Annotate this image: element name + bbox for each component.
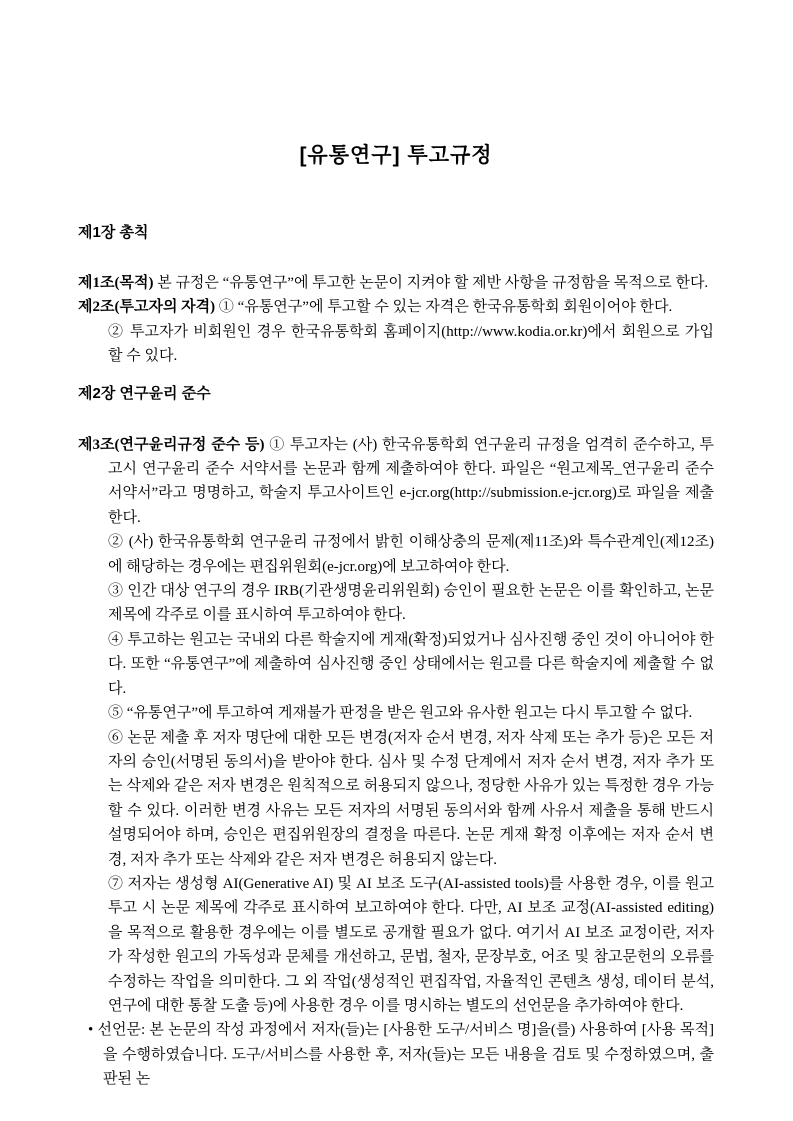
bullet-icon: • bbox=[88, 1022, 94, 1039]
article-2-label: 제2조(투고자의 자격) bbox=[78, 299, 216, 316]
article-2-body: ① “유통연구”에 투고할 수 있는 자격은 한국유통학회 회원이어야 한다. bbox=[218, 299, 673, 316]
page-title: [유통연구] 투고규정 bbox=[299, 144, 493, 167]
chapter-1-heading: 제1장 총칙 bbox=[78, 224, 149, 241]
chapter-2-heading: 제2장 연구윤리 준수 bbox=[78, 384, 211, 402]
article-3-item-2: ② (사) 한국유통학회 연구윤리 규정에서 밝힌 이해상충의 문제(제11조)와 특수관계인(제12조)에 해당하는 경우에는 편집위원회(e-jcr.org)에 보고하여야 한다. bbox=[108, 534, 714, 575]
article-3-item-4: ④ 투고하는 원고는 국내외 다른 학술지에 게재(확정)되었거나 심사진행 중인 것이 아니어야 한다. 또한 “유통연구”에 제출하여 심사진행 중인 상태에서는 원고를 다른 학술지에 제출할 수 없다. bbox=[108, 631, 714, 697]
article-1 bbox=[78, 271, 714, 295]
declaration-bullet-item bbox=[78, 1018, 714, 1091]
article-1-label: 제1조(목적) bbox=[78, 275, 154, 291]
article-3-item-1: ① 투고자는 (사) 한국유통학회 연구윤리 규정을 엄격히 준수하고, 투고시 연구윤리 준수 서약서를 논문과 함께 제출하여야 한다. 파일은 “원고제목_연구윤리 준수 서약서”라고 명명하고, 학술지 투고사이트인 e-jcr.org(http://submission.e-jcr.org)로 파일을 제출한다. bbox=[108, 436, 714, 526]
article-2 bbox=[78, 295, 714, 319]
article-3-item-6: ⑥ 논문 제출 후 저자 명단에 대한 모든 변경(저자 순서 변경, 저자 삭제 또는 추가 등)은 모든 저자의 승인(서명된 동의서)을 받아야 한다. 심사 및 수정 단계에서 저자 순서 변경, 저자 추가 또는 삭제와 같은 저자 변경은 원칙적으로 허용되지 않으나, 정당한 사유가 있는 특정한 경우 가능할 수 있다. 이러한 변경 사유는 모든 저자의 서명된 동의서와 함께 사유서 제출을 통해 반드시 설명되어야 하며, 승인은 편집위원장의 결정을 따른다. 논문 게재 확정 이후에는 저자 순서 변경, 저자 추가 또는 삭제와 같은 저자 변경은 허용되지 않는다. bbox=[108, 729, 714, 868]
article-3 bbox=[78, 433, 714, 531]
article-2-item-2: ② 투고자가 비회원인 경우 한국유통학회 홈페이지(http://www.kodia.or.kr)에서 회원으로 가입할 수 있다. bbox=[108, 323, 714, 365]
document-content bbox=[78, 0, 714, 1092]
declaration-text: 선언문: 본 논문의 작성 과정에서 저자(들)는 [사용한 도구/서비스 명]을(를) 사용하여 [사용 목적]을 수행하였습니다. 도구/서비스를 사용한 후, 저자(들)는 모든 내용을 검토 및 수정하였으며, 출판된 논 bbox=[97, 1022, 714, 1088]
article-3-item-5: ⑤ “유통연구”에 투고하여 게재불가 판정을 받은 원고와 유사한 원고는 다시 투고할 수 없다. bbox=[108, 705, 693, 722]
article-3-item-3: ③ 인간 대상 연구의 경우 IRB(기관생명윤리위원회) 승인이 필요한 논문은 이를 확인하고, 논문 제목에 각주로 이를 표시하여 투고하여야 한다. bbox=[108, 583, 714, 624]
article-1-body: 본 규정은 “유통연구”에 투고한 논문이 지켜야 할 제반 사항을 규정함을 목적으로 한다. bbox=[157, 275, 709, 291]
article-3-label: 제3조(연구윤리규정 준수 등) bbox=[78, 436, 265, 453]
article-3-item-7: ⑦ 저자는 생성형 AI(Generative AI) 및 AI 보조 도구(AI-assisted tools)를 사용한 경우, 이를 원고 투고 시 논문 제목에 각주로 표시하여 보고하여야 한다. 다만, AI 보조 교정(AI-assisted editing)을 목적으로 활용한 경우에는 이를 별도로 공개할 필요가 없다. 여기서 AI 보조 교정이란, 저자가 작성한 원고의 가독성과 문체를 개선하고, 문법, 철자, 문장부호, 어조 및 참고문헌의 오류를 수정하는 작업을 의미한다. 그 외 작업(생성적인 편집작업, 자율적인 콘텐츠 생성, 데이터 분석, 연구에 대한 통찰 도출 등)에 사용한 경우 이를 명시하는 별도의 선언문을 추가하여야 한다. bbox=[108, 875, 714, 1014]
